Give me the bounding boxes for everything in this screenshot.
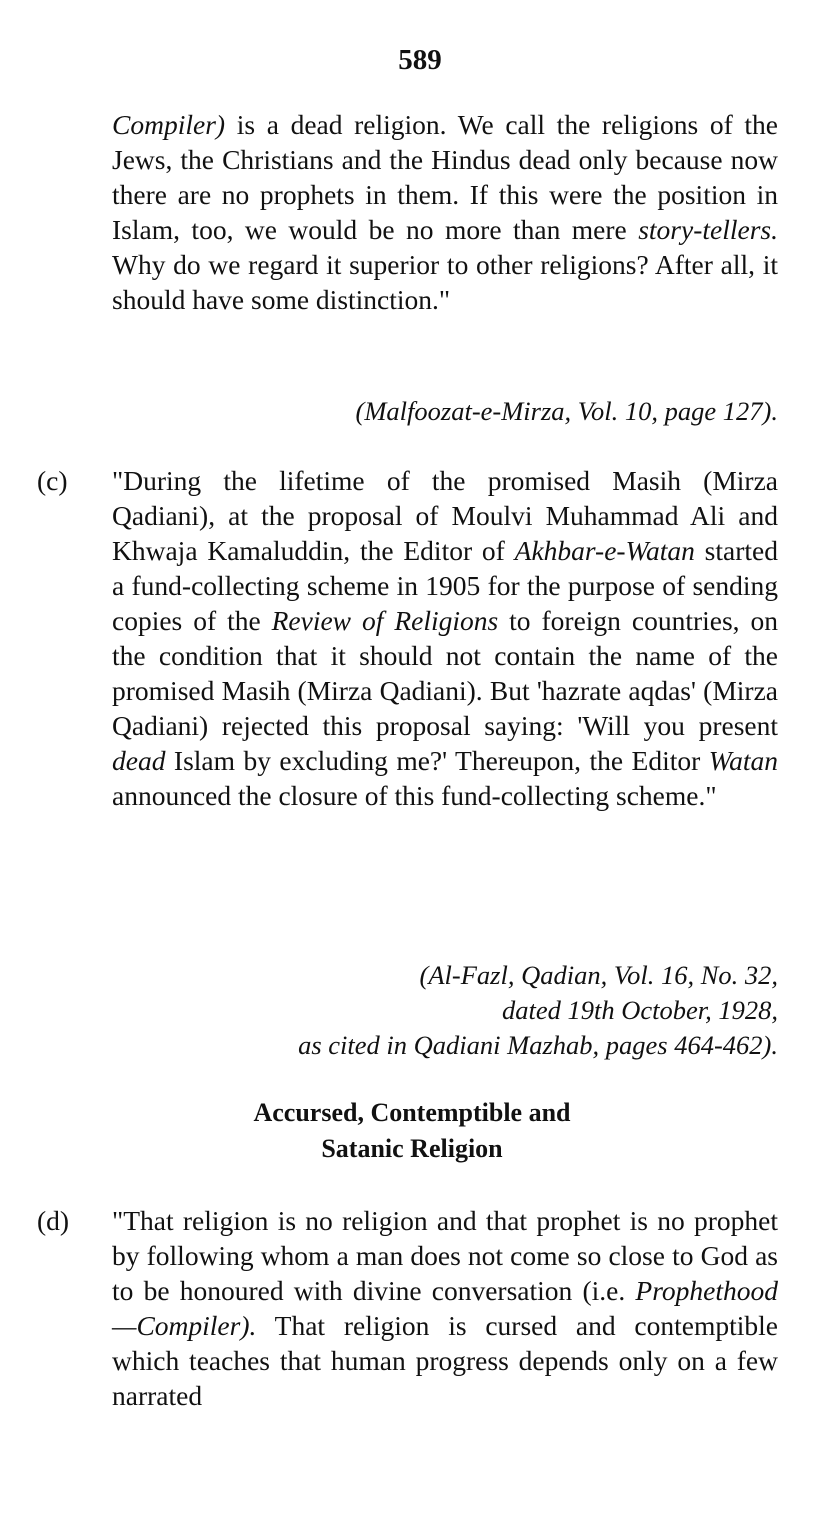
italic-text: Compiler) <box>112 109 226 140</box>
italic-text: story-tellers. <box>638 214 778 245</box>
citation-line: dated 19th October, 1928, <box>501 995 778 1025</box>
body-text: Why do we regard it superior to other religions? After all, it should have some distinction." <box>112 249 778 315</box>
italic-text: Review of Religions <box>271 605 499 636</box>
body-text: announced the closure of this fund-collecting scheme." <box>112 780 717 811</box>
citation-al-fazl <box>112 958 778 1063</box>
body-text: That religion is cursed and contemptible which teaches that human progress depends only on a few narrated <box>112 1310 778 1411</box>
body-text: is a dead religion. We call the religions of the Jews, the Christians and the Hindus dead only because now there are no prophets in them. If this were the position in Islam, too, we would be no more than mere <box>112 109 778 245</box>
body-text: to foreign countries, on the condition that it should not contain the name of the promised Masih (Mirza Qadiani). But 'hazrate aqdas' (Mirza Qadiani) rejected this proposal saying: 'Will you present <box>112 605 778 741</box>
section-heading <box>112 1095 712 1167</box>
body-text: started a fund-collecting scheme in 1905 for the purpose of sending copies of the <box>112 535 778 636</box>
italic-text: Watan <box>708 745 778 776</box>
italic-text: dead <box>112 745 166 776</box>
citation-line: (Al-Fazl, Qadian, Vol. 16, No. 32, <box>419 960 778 990</box>
citation-line: as cited in Qadiani Mazhab, pages 464-462). <box>298 1030 778 1060</box>
paragraph-text <box>112 1203 778 1413</box>
citation-malfoozat: (Malfoozat-e-Mirza, Vol. 10, page 127). <box>355 396 778 426</box>
paragraph-continued <box>112 107 778 317</box>
body-text: "During the lifetime of the promised Masih (Mirza Qadiani), at the proposal of Moulvi Muhammad Ali and Khwaja Kamaluddin, the Editor of <box>112 465 778 566</box>
paragraph-label-c: (c) <box>37 465 68 496</box>
paragraph-text <box>112 463 778 813</box>
body-text: Islam by excluding me?' Thereupon, the Editor <box>165 745 709 776</box>
body-text: "That religion is no religion and that prophet is no prophet by following whom a man does not come so close to God as to be honoured with divine conversation (i.e. <box>112 1205 778 1306</box>
paragraph-c <box>112 463 778 813</box>
italic-text: Prophethood —Compiler). <box>112 1275 778 1341</box>
heading-line: Accursed, Contemptible and <box>253 1098 571 1127</box>
paragraph-label-d: (d) <box>37 1205 70 1236</box>
page-number: 589 <box>398 44 442 76</box>
italic-text: Akhbar-e-Watan <box>514 535 695 566</box>
paragraph-d <box>112 1203 778 1413</box>
heading-line: Satanic Religion <box>321 1134 503 1163</box>
paragraph-text <box>112 107 778 317</box>
